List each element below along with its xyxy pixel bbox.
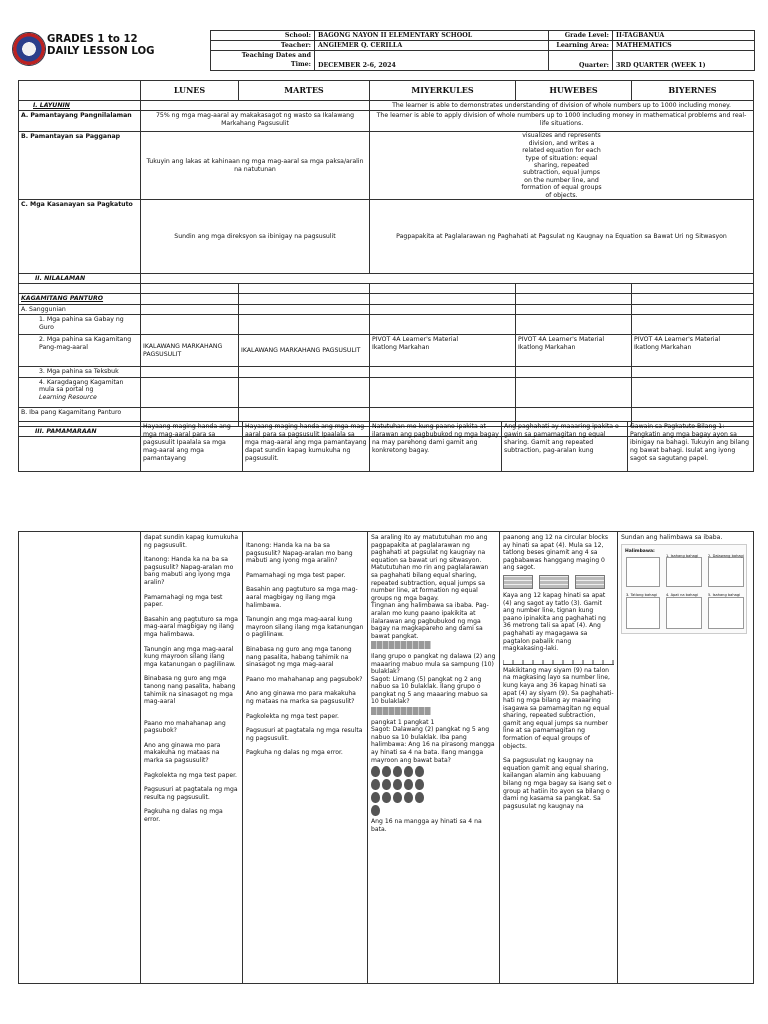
header-info-table xyxy=(210,30,755,71)
blocks-icon xyxy=(575,575,605,589)
empty-cell xyxy=(370,315,516,335)
mon-step-9: Pagsusuri at pagtatala ng mga resulta ng pagsusulit. xyxy=(144,786,238,801)
empty-cell xyxy=(632,284,754,294)
pamamaraan-label: III. PAMAMARAAN xyxy=(19,426,141,436)
wed-text-5: pangkat 1 pangkat 1 xyxy=(371,718,435,726)
wed-text-3: Ilang grupo o pangkat ng dalawa (2) ang maaaring mabuo mula sa sampung (10) bulaklak? xyxy=(371,652,496,676)
pamamaraan-tuesday-p1: Hayaang maging handa ang mga mag-aaral para sa pagsusulit Ipaalala sa mga mag-aaral ang mga pamantayang dapat sundin kapag kumukuha ng pagsusulit. xyxy=(243,422,370,472)
empty-cell xyxy=(516,315,632,335)
mon-step-4: Tanungin ang mga mag-aaral kung mayroon silang ilang mga katanungan o paglilinaw. xyxy=(144,645,236,668)
day-header-monday: LUNES xyxy=(141,81,239,101)
example-title: Halimbawa: xyxy=(625,548,655,554)
pamamaraan-thursday-p2 xyxy=(500,532,618,984)
kasanayan-label: C. Mga Kasanayan sa Pagkatuto xyxy=(19,200,141,274)
empty-cell xyxy=(632,367,754,377)
pangnilalaman-label: A. Pamantayang Pangnilalaman xyxy=(19,111,141,132)
document-title xyxy=(47,34,155,57)
grade-label: Grade Level: xyxy=(549,31,613,41)
example-box-4 xyxy=(626,597,660,629)
day-header-row xyxy=(19,81,754,101)
dates-value: DECEMBER 2-6, 2024 xyxy=(315,51,549,71)
material-friday xyxy=(632,335,754,367)
pivot-line-1: PIVOT 4A Learner's Material xyxy=(372,336,459,344)
title-line-2: DAILY LESSON LOG xyxy=(47,45,155,57)
day-header-thursday: HUWEBES xyxy=(516,81,632,101)
tue-step-1: Pamamahagi ng mga test paper. xyxy=(246,571,346,579)
layunin-text: The learner is able to demonstrates understanding of division of whole numbers up to 1000 including money. xyxy=(370,101,754,111)
tue-step-4: Binabasa ng guro ang mga tanong nang pasalita, habang tahimik na sinasagot ng mga mag-aaral xyxy=(246,645,352,669)
pamamaraan-wednesday-p1: Natutuhan mo kung paano ipakita at ilarawan ang pagbubukod ng mga bagay na may parehong dami gamit ang konkretong bagay. xyxy=(370,422,502,472)
grouping-example-image xyxy=(621,544,747,634)
pagganap-mon-tue: Tukuyin ang lakas at kahinaan ng mga mag-aaral sa mga paksa/aralin na natutunan xyxy=(141,132,370,200)
deped-seal-logo xyxy=(12,32,46,66)
empty-cell xyxy=(239,284,370,294)
dates-label-line-2: Time: xyxy=(290,61,311,68)
material-tuesday: IKALAWANG MARKAHANG PAGSUSULIT xyxy=(239,335,370,367)
tue-step-5: Paano mo mahahanap ang pagsubok? xyxy=(246,675,363,683)
wed-text-4: Sagot: Limang (5) pangkat ng 2 ang nabuo sa 10 bulaklak. Ilang grupo o pangkat ng 5 ang maaaring mabuo sa 10 bulaklak? xyxy=(371,675,488,706)
example-label-3: 3. Tatlong bahagi xyxy=(626,592,657,597)
thu-text-1: paanong ang 12 na circular blocks ay hinati sa apat (4). Mula sa 12, tatlong beses ginamit ang 4 sa pagbabawas hanggang maging 0 ang sagot. xyxy=(503,534,609,572)
empty-cell xyxy=(516,304,632,314)
material-monday: IKALAWANG MARKAHANG PAGSUSULIT xyxy=(141,335,239,367)
mango-icon xyxy=(404,779,413,790)
flower-groups-image-2 xyxy=(371,707,431,715)
tue-step-6: Ano ang ginawa mo para makakuha ng mataas na marka sa pagsusulit? xyxy=(246,690,356,705)
empty-cell xyxy=(141,377,239,407)
empty-cell xyxy=(239,367,370,377)
day-header-wednesday: MIYERKULES xyxy=(370,81,516,101)
tue-step-3: Tanungin ang mga mag-aaral kung mayroon silang ilang mga katanungan o paglilinaw. xyxy=(246,616,364,639)
material-wednesday xyxy=(370,335,516,367)
empty-cell xyxy=(370,284,516,294)
mango-icon xyxy=(415,779,424,790)
example-label-5: 5. Isahang bahagi xyxy=(708,592,741,597)
tue-step-0: Itanong: Handa ka na ba sa pagsusulit? Napag-aralan mo bang mabuti ang iyong mga aralin? xyxy=(246,542,353,565)
mon-step-8: Pagkolekta ng mga test paper. xyxy=(144,771,237,779)
day-header-tuesday: MARTES xyxy=(239,81,370,101)
fri-text-1: Sundan ang halimbawa sa ibaba. xyxy=(621,534,723,541)
pagganap-label: B. Pamantayan sa Pagganap xyxy=(19,132,141,200)
wed-text-1: Sa araling ito ay matututuhan mo ang pagpapakita at paglalarawan ng paghahati at pagsulat ng kaugnay na equation sa bawat uri ng sitwasyon. Matututuhan mo rin ang paglalarawan sa paghahati bilang equal sharing, repeated subtraction, equal jumps sa number line, at formation ng equal groups ng mga bagay. xyxy=(371,534,489,602)
mon-step-0: dapat sundin kapag kumukuha ng pagsusulit. xyxy=(144,534,239,549)
quarter-label: Quarter: xyxy=(549,51,613,71)
karagdagang-label xyxy=(19,377,141,407)
wed-text-7: Ang 16 na mangga ay hinati sa 4 na bata. xyxy=(371,818,482,833)
grade-value: II-TAGBANUA xyxy=(613,31,755,41)
school-label: School: xyxy=(211,31,315,41)
nilalaman-label: II. NILALAMAN xyxy=(19,274,141,284)
empty-cell xyxy=(141,304,239,314)
pangnilalaman-rest: The learner is able to apply division of whole numbers up to 1000 including money in mathematical problems and real- life situations. xyxy=(370,111,754,132)
area-value: MATHEMATICS xyxy=(613,41,755,51)
mon-step-3: Basahin ang pagtuturo sa mga mag-aaral magbigay ng ilang mga halimbawa. xyxy=(144,615,238,638)
empty-cell xyxy=(632,304,754,314)
empty-cell xyxy=(632,294,754,304)
example-box-2 xyxy=(666,557,702,587)
mango-icon xyxy=(382,792,391,803)
empty-cell xyxy=(632,377,754,407)
thu-text-4: Sa pagsusulat ng kaugnay na equation gamit ang equal sharing, kailangan alamin ang kabuuang bilang ng mga bagay sa isang set o group at hatiin ito ayon sa bilang o dami ng kasama sa pangkat. Sa pagsusulat ng kaugnay na xyxy=(503,757,612,810)
example-box-5 xyxy=(666,597,702,629)
empty-cell xyxy=(19,422,141,472)
mango-icon xyxy=(371,779,380,790)
pamamaraan-thursday-p1: Ang paghahati ay maaaring ipakita o gawin sa pamamagitan ng equal sharing. Gamit ang repeated subtraction, pag-aralan kung xyxy=(502,422,628,472)
tue-step-7: Pagkolekta ng mga test paper. xyxy=(246,712,339,720)
corner-cell xyxy=(19,81,141,101)
material-thursday xyxy=(516,335,632,367)
empty-cell xyxy=(632,315,754,335)
empty-cell xyxy=(239,294,370,304)
example-label-1: 1. Isahang bahagi xyxy=(666,553,699,558)
area-label: Learning Area: xyxy=(549,41,613,51)
layunin-label: I. LAYUNIN xyxy=(19,101,141,111)
mango-icon xyxy=(382,766,391,777)
title-line-1: GRADES 1 to 12 xyxy=(47,34,138,45)
mango-icon xyxy=(404,766,413,777)
mon-step-6: Paano mo mahahanap ang pagsubok? xyxy=(144,719,226,735)
pamamaraan-page2-table xyxy=(18,531,754,984)
pivot-line-2: Ikatlong Markahan xyxy=(372,343,430,351)
mango-icon xyxy=(371,792,380,803)
pamamaraan-monday-p2 xyxy=(141,532,243,984)
pivot-line-1: PIVOT 4A Learner's Material xyxy=(518,336,605,344)
empty-cell xyxy=(19,284,141,294)
empty-cell xyxy=(239,304,370,314)
mango-group-image xyxy=(371,766,427,816)
mon-step-7: Ano ang ginawa mo para makakuha ng mataas na marka sa pagsusulit? xyxy=(144,741,221,765)
nilalaman-content xyxy=(141,274,754,284)
kasanayan-mon-tue: Sundin ang mga direksyon sa ibinigay na pagsusulit xyxy=(141,200,370,274)
mango-icon xyxy=(371,766,380,777)
mango-icon xyxy=(393,766,402,777)
dates-label xyxy=(211,51,315,71)
sanggunian-label: A. Sanggunian xyxy=(19,304,141,314)
mango-icon xyxy=(415,792,424,803)
wed-text-6: Sagot: Dalawang (2) pangkat ng 5 ang nabuo sa 10 bulaklak. Iba pang halimbawa: Ang 16 na pirasong mangga ay hinati sa 4 na bata. Ilang mangga mayroon ang bawat bata? xyxy=(371,726,495,764)
mango-icon xyxy=(382,779,391,790)
empty-cell xyxy=(370,377,516,407)
pagganap-rest: visualizes and represents division, and writes a related equation for each type of situation: equal sharing, repeated subtraction, equal jumps on the number line, and formation of equal groups of objects. xyxy=(370,132,754,200)
pangnilalaman-mon-tue: 75% ng mga mag-aaral ay makakasagot ng wasto sa Ikalawang Markahang Pagsusulit xyxy=(141,111,370,132)
pivot-line-1: PIVOT 4A Learner's Material xyxy=(634,336,721,344)
mango-icon xyxy=(371,805,380,816)
example-box-1 xyxy=(626,557,660,587)
kasanayan-rest: Pagpapakita at Paglalarawan ng Paghahati at Pagsulat ng Kaugnay na Equation sa Bawat Uri ng Sitwasyon xyxy=(370,200,754,274)
empty-cell xyxy=(141,101,370,111)
example-label-4: 4. Apat na bahagi xyxy=(666,592,698,597)
mon-step-5: Binabasa ng guro ang mga tanong nang pasalita, habang tahimik na sinasagot ng mga mag-aaral xyxy=(144,675,236,706)
blocks-icon xyxy=(503,575,533,589)
kagamitang-mag-aaral-label: 2. Mga pahina sa Kagamitang Pang-mag-aaral xyxy=(19,335,141,367)
empty-cell xyxy=(516,284,632,294)
pivot-line-2: Ikatlong Markahan xyxy=(518,343,576,351)
mon-step-2: Pamamahagi ng mga test paper. xyxy=(144,593,223,609)
karagdagang-line-2: Learning Resource xyxy=(39,393,97,401)
mon-step-1: Itanong: Handa ka na ba sa pagsusulit? Napag-aralan mo bang mabuti ang iyong mga aralin? xyxy=(144,556,234,586)
flower-groups-image xyxy=(371,641,431,649)
tue-step-8: Pagsusuri at pagtatala ng mga resulta ng pagsusulit. xyxy=(246,727,363,742)
pamamaraan-tuesday-p2 xyxy=(243,532,368,984)
empty-cell xyxy=(370,304,516,314)
teacher-label: Teacher: xyxy=(211,41,315,51)
blocks-icon xyxy=(539,575,569,589)
quarter-value: 3RD QUARTER (WEEK 1) xyxy=(613,51,755,71)
empty-cell xyxy=(370,294,516,304)
pamamaraan-friday-p1: Gawain sa Pagkatuto Bilang 1: Pangkatin ang mga bagay ayon sa ibinigay na bahagi. Tukuyin ang bilang ng bawat bahagi. Isulat ang iyong sagot sa sagutang papel. xyxy=(628,422,754,472)
example-box-3 xyxy=(708,557,744,587)
lesson-log-table xyxy=(18,80,754,437)
tue-step-2: Basahin ang pagtuturo sa mga mag-aaral magbigay ng ilang mga halimbawa. xyxy=(246,586,358,609)
empty-cell xyxy=(516,377,632,407)
school-value: BAGONG NAYON II ELEMENTARY SCHOOL xyxy=(315,31,549,41)
empty-cell xyxy=(141,367,239,377)
pamamaraan-friday-p2 xyxy=(618,532,754,984)
dates-label-line-1: Teaching Dates and xyxy=(241,52,311,59)
gabay-label: 1. Mga pahina sa Gabay ng Guro xyxy=(19,315,141,335)
mango-icon xyxy=(393,792,402,803)
teksbuk-label: 3. Mga pahina sa Teksbuk xyxy=(19,367,141,377)
empty-cell xyxy=(141,294,239,304)
empty-cell xyxy=(239,315,370,335)
mango-icon xyxy=(415,766,424,777)
mango-icon xyxy=(393,779,402,790)
pamamaraan-wednesday-p2 xyxy=(368,532,500,984)
empty-cell xyxy=(516,294,632,304)
pamamaraan-monday-p1: Hayaang maging handa ang mga mag-aaral para sa pagsusulit Ipaalala sa mga mag-aaral ang mga pamantayang xyxy=(141,422,243,472)
mon-step-10: Pagkuha ng dalas ng mga error. xyxy=(144,808,223,824)
day-header-friday: BIYERNES xyxy=(632,81,754,101)
wed-text-2: Tingnan ang halimbawa sa ibaba. Pag-aralan mo kung paano ipakikita at ilalarawan ang pagbubukod ng mga bagay na magkapareho ang dami sa bawat pangkat. xyxy=(371,602,489,640)
circular-blocks-image xyxy=(503,575,614,589)
teacher-value: ANGIEMER Q. CERILLA xyxy=(315,41,549,51)
mango-icon xyxy=(404,792,413,803)
empty-cell xyxy=(370,367,516,377)
empty-cell xyxy=(141,315,239,335)
example-box-6 xyxy=(708,597,744,629)
empty-cell xyxy=(19,532,141,984)
karagdagang-line-1: 4. Karagdagang Kagamitan mula sa portal ng xyxy=(39,378,124,394)
pivot-line-2: Ikatlong Markahan xyxy=(634,343,692,351)
empty-cell xyxy=(239,377,370,407)
thu-text-2: Kaya ang 12 kapag hinati sa apat (4) ang sagot ay tatlo (3). Gamit ang number line, tignan kung paano ipinakita ang paghahati ng 36 metrong tali sa apat (4). Ang paghahati ay magagawa sa pagtalon pabalik nang magkakasing-laki. xyxy=(503,591,606,653)
iba-pang-label: B. Iba pang Kagamitang Panturo xyxy=(19,407,141,426)
number-line-image xyxy=(503,655,614,665)
kagamitang-panturo-label: KAGAMITANG PANTURO xyxy=(19,294,141,304)
example-label-2: 2. Dalawang bahagi xyxy=(708,553,744,558)
thu-text-3: Makikitang may siyam (9) na talon na magkasing layo sa number line, kung kaya ang 36 kapag hinati sa apat (4) ay siyam (9). Sa paghahati-hati ng mga bilang ay maaaring isagawa sa pamamagitan ng equal sharing, repeated subtraction, gamit ang equal jumps sa number line at sa pamamagitan ng formation of equal groups of objects. xyxy=(503,666,614,750)
empty-cell xyxy=(516,367,632,377)
empty-cell xyxy=(141,284,239,294)
pamamaraan-page1-table xyxy=(18,421,754,472)
tue-step-9: Pagkuha ng dalas ng mga error. xyxy=(246,749,343,757)
